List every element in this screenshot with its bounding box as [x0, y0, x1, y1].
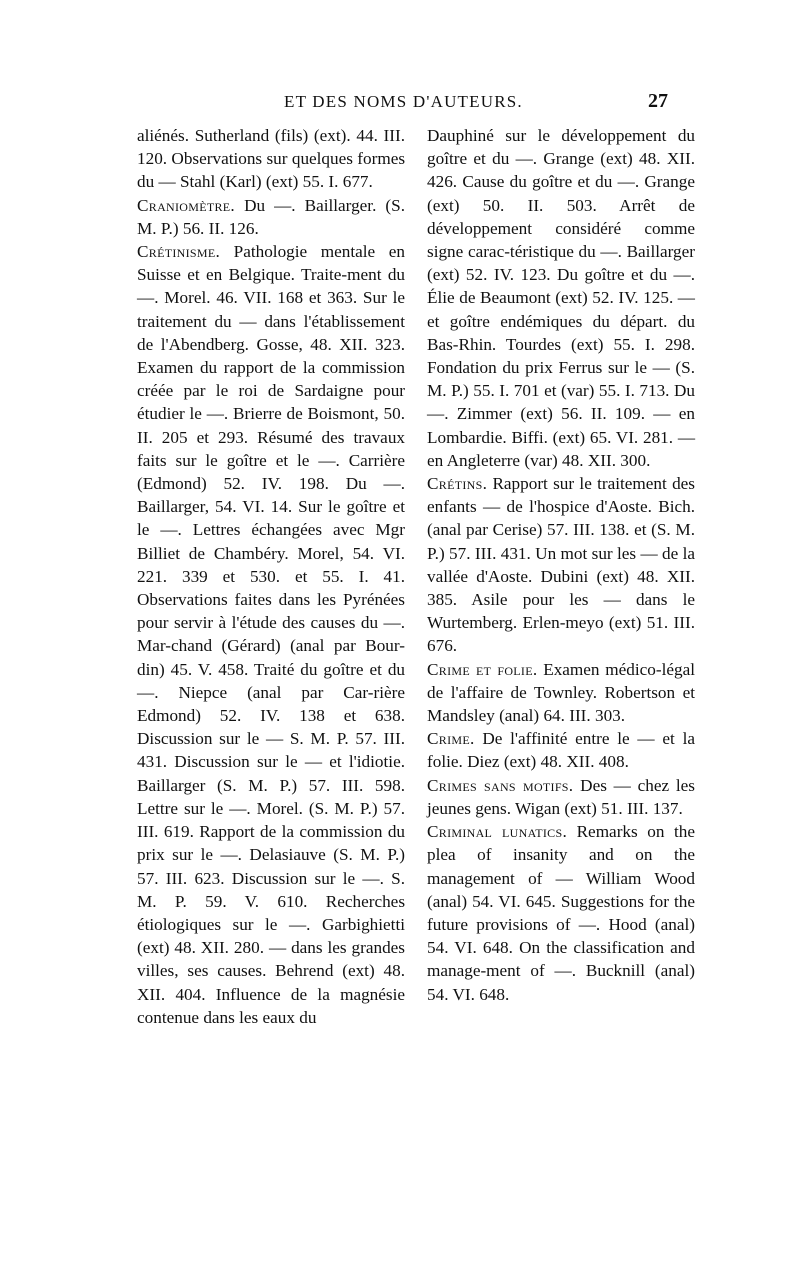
entry-text: the plea of insanity and on the — [427, 822, 695, 865]
index-entry — [137, 124, 405, 194]
entry-text: (var) 48. XII. 300. — [524, 450, 651, 470]
entry-text: ment of —. Bucknill (anal) 54. — [427, 961, 695, 1004]
entry-text: Morel, 54. VI. 221. 339 et 530. — [137, 543, 406, 586]
entry-text: prix sur le —. Delasiauve (S. — [137, 845, 353, 865]
entry-text: Remarks on — [567, 822, 665, 842]
entry-text: for the future provisions of —. — [427, 891, 696, 934]
entry-text: Rapport sur le traitement — [487, 474, 667, 494]
left-column — [137, 124, 405, 1029]
index-entry — [137, 240, 405, 1029]
entry-text: P.) 57. III. 598. Lettre sur le —. — [137, 775, 405, 818]
entry-text: Robertson et Mandsley (anal) 64. — [427, 682, 695, 726]
entry-text: Recherches étiologiques sur le — [137, 891, 406, 934]
entry-text: VI. 648. — [452, 984, 510, 1004]
entry-text: Des — chez — [573, 775, 670, 795]
entry-text: management of — William Wood — [427, 868, 695, 888]
entry-text: sur le goître et le —. Carrière — [175, 450, 405, 470]
entry-text: 44. III. 120. Observations sur — [137, 126, 406, 169]
entry-text: meyo (ext) 51. III. 676. — [427, 613, 695, 656]
entry-text: De l'affinité entre le — et — [474, 729, 675, 749]
entry-headword: Crime et folie. — [427, 659, 538, 679]
index-entry — [427, 774, 695, 820]
entry-text: 48. XII. 426. Cause du goître — [427, 149, 695, 192]
entry-text: et du —. Niepce (anal par Car- — [137, 659, 406, 702]
entry-headword: Craniomètre. — [137, 195, 236, 215]
entry-headword: Crétinisme. — [137, 242, 221, 262]
entry-text: III. 303. — [569, 706, 626, 726]
entry-text: III. 431. Un mot sur les — de — [474, 543, 679, 563]
entry-text: 168 et 363. Sur le traitement — [137, 288, 406, 331]
entry-text: (ext) 55. I. 298. Fondation du — [427, 334, 695, 378]
entry-text: contenue dans les eaux du — [137, 1007, 317, 1027]
entry-text: du goître et du —. Grange (ext) — [427, 126, 696, 169]
entry-text: et 55. I. 41. Observations faites — [137, 566, 406, 610]
entry-text: commission créée par le roi de — [137, 358, 406, 401]
entry-text: dans les Pyrénées pour servir à — [137, 590, 405, 633]
index-entry — [427, 658, 695, 728]
entry-text: et 293. Résumé des travaux faits — [137, 427, 406, 470]
entry-headword: Crime. — [427, 729, 475, 749]
entry-text: départ. du Bas-Rhin. Tourdes — [427, 311, 696, 354]
entry-text: Morel. (S. M. P.) 57. III. 619. — [137, 798, 405, 842]
entry-text: l'étude des causes du —. Mar- — [137, 613, 405, 656]
entry-text: Sardaigne pour étudier le —. — [137, 381, 406, 424]
entry-text: (S. M. P.) 56. II. 126. — [137, 195, 405, 238]
entry-text: 638. Discussion sur le — S. M. P. — [137, 706, 405, 749]
entry-text: avec Mgr Billiet de Chambéry. — [137, 520, 405, 563]
entry-text: Suisse et en Belgique. Traite- — [137, 265, 348, 285]
entry-text: —. Garbighietti (ext) 48. XII. — [137, 914, 405, 958]
entry-text: 48. XII. 385. Asile pour les — — [427, 566, 696, 610]
entry-text: III. 137. — [626, 798, 683, 818]
entry-headword: Crimes sans motifs. — [427, 775, 574, 795]
entry-text: 55. I. 701 et (var) 55. I. 713. Du — [473, 381, 695, 401]
index-entry — [427, 472, 695, 658]
entry-text: prix Ferrus sur le — (S. M. P.) — [427, 358, 696, 401]
entry-text: 57. III. 138. et (S. M. P.) 57. — [427, 520, 695, 563]
entry-text: considéré comme signe carac- — [427, 218, 695, 262]
index-entry — [427, 124, 695, 472]
entry-headword: Crétins. — [427, 474, 488, 494]
entry-text: d'Aoste. Bich. (anal par Cerise) — [427, 497, 695, 540]
entry-text: 280. — dans les grandes villes, — [137, 938, 405, 981]
entry-text: 52. IV. 123. Du goître et du —. — [465, 265, 696, 285]
running-title: ET DES NOMS D'AUTEURS. — [284, 92, 523, 111]
entry-text: (Edmond) 52. IV. 198. Du —. — [137, 474, 405, 494]
entry-text: Pathologie mentale en — [220, 242, 405, 262]
entry-text: din) 45. V. 458. Traité du goître — [137, 659, 364, 679]
entry-text: Rapport de la commission du — [199, 822, 406, 842]
entry-text: the classification and manage- — [427, 938, 695, 981]
entry-text: Brierre de Boismont, 50. II. 205 — [137, 404, 406, 447]
entry-text: la folie. Diez (ext) 48. XII. 408. — [427, 729, 695, 772]
entry-text: Dauphiné sur le développement — [427, 126, 667, 145]
entry-text: Baillarger, 54. VI. 14. Sur le — [137, 497, 341, 517]
entry-text: légal de l'affaire de Townley. — [427, 659, 695, 702]
entry-text: —. Zimmer (ext) 56. II. 109. — [427, 404, 646, 424]
entry-text: téristique du —. Baillarger (ext) — [427, 242, 695, 285]
index-entry — [137, 194, 405, 240]
entry-text: et du —. Grange (ext) 50. II. — [427, 172, 695, 215]
entry-text: sur le —. S. M. P. 59. V. 610. — [137, 868, 406, 911]
entry-text: ment du —. Morel. 46. VII. — [137, 265, 406, 308]
index-entry — [427, 820, 695, 1006]
entry-text: Du —. Baillarger. — [235, 195, 377, 215]
entry-text: 404. Influence de la magnésie — [175, 984, 405, 1004]
entry-text: l'Abendberg. Gosse, 48. XII. — [160, 334, 368, 354]
entry-text: — et l'idiotie. Baillarger (S. M. — [137, 752, 405, 795]
entry-text: Examen médico- — [537, 659, 662, 679]
running-head — [0, 92, 800, 116]
entry-text: aliénés. Sutherland (fils) (ext). — [137, 126, 351, 145]
entry-text: les jeunes gens. Wigan (ext) 51. — [427, 775, 695, 818]
entry-text: dans le Wurtemberg. Erlen- — [427, 590, 695, 633]
page-number: 27 — [648, 90, 668, 112]
entry-text: (Karl) (ext) 55. I. 677. — [219, 172, 373, 192]
entry-text: M. P.) 57. III. 623. Discussion — [137, 845, 405, 888]
entry-text: (anal) 54. VI. 645. Suggestions — [427, 891, 644, 911]
entry-text: des enfants — de l'hospice — [427, 474, 695, 517]
right-column — [427, 124, 695, 1006]
entry-text: 125. — et goître endémiques du — [427, 288, 695, 331]
entry-text: 65. VI. 281. — en Angleterre — [427, 427, 696, 470]
entry-text: Hood (anal) 54. VI. 648. On — [427, 914, 695, 958]
entry-text: 323. Examen du rapport de la — [137, 334, 406, 378]
entry-text: du — dans l'établissement de — [137, 311, 405, 354]
entry-text: la vallée d'Aoste. Dubini (ext) — [427, 543, 696, 586]
entry-text: chand (Gérard) (anal par Bour- — [171, 636, 405, 656]
entry-text: 57. III. 431. Discussion sur le — [137, 729, 405, 772]
entry-headword: Criminal lunatics. — [427, 822, 568, 842]
entry-text: — en Lombardie. Biffi. (ext) — [427, 404, 695, 447]
entry-text: quelques formes du — Stahl — [137, 149, 406, 192]
entry-text: rière Edmond) 52. IV. 138 et — [137, 682, 405, 726]
entry-text: 503. Arrêt de développement — [427, 195, 695, 238]
entry-text: goître et le —. Lettres échangées — [137, 497, 405, 540]
entry-text: ses causes. Behrend (ext) 48. XII. — [137, 961, 405, 1004]
entry-text: Élie de Beaumont (ext) 52. IV. — [427, 288, 639, 308]
index-entry — [427, 727, 695, 773]
